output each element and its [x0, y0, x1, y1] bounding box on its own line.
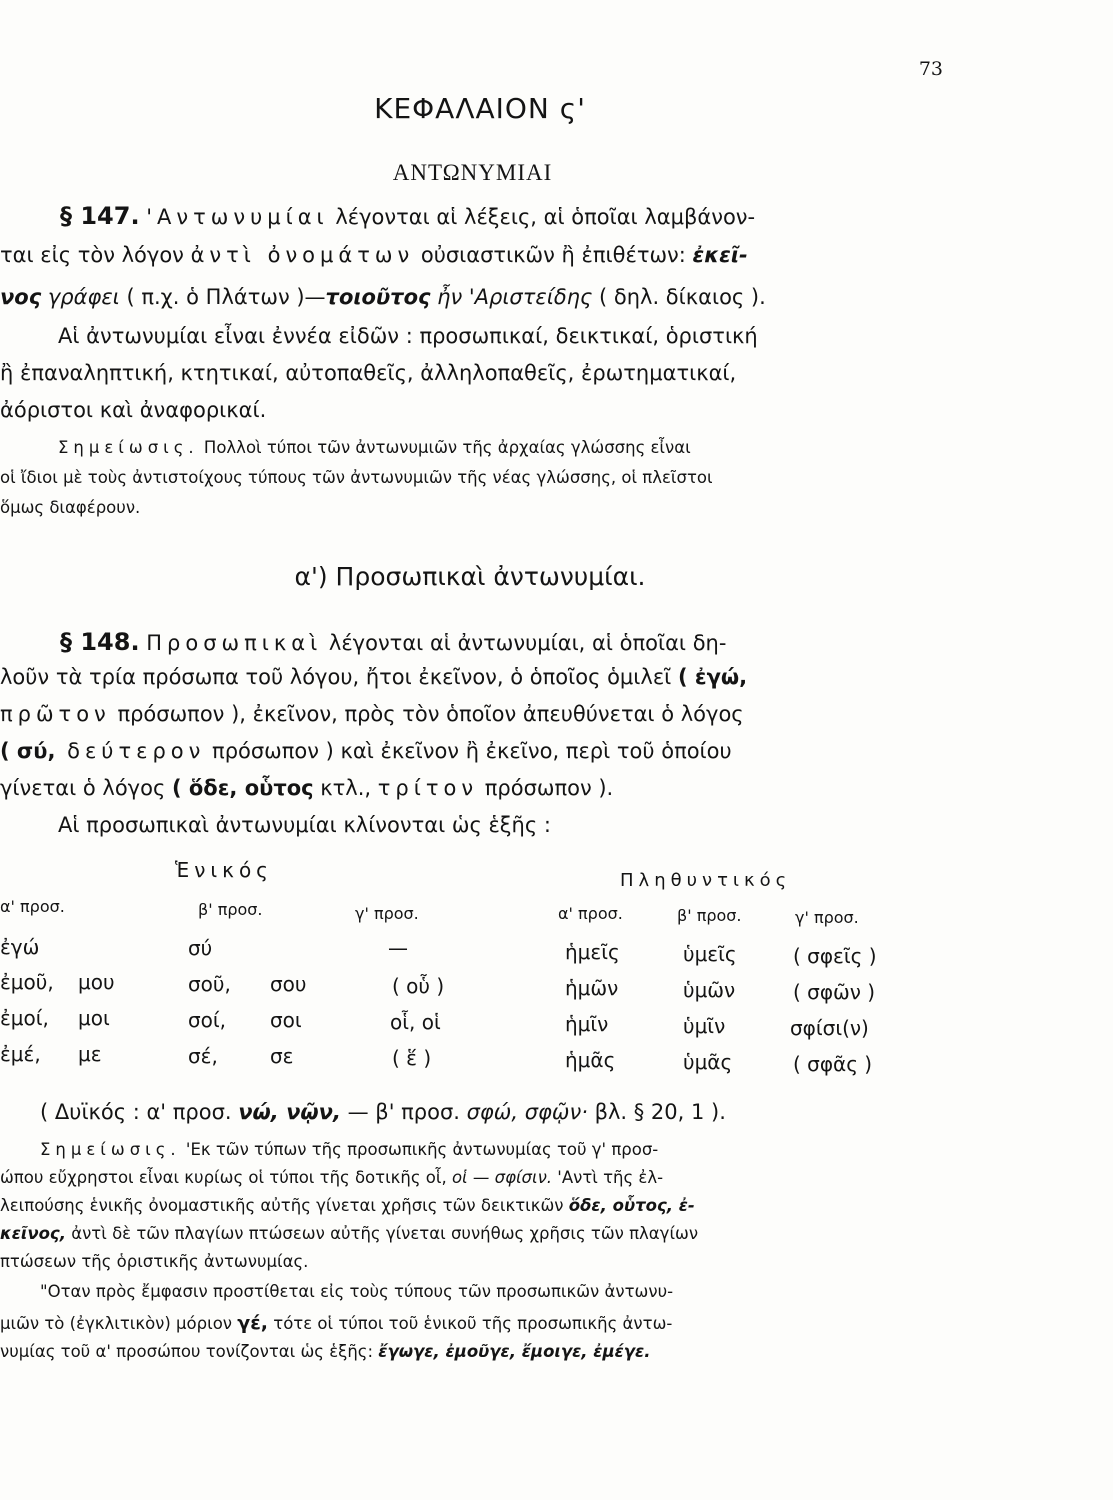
text: νυμίας τοῦ α' προσώπου τονίζονται ὡς ἑξῆς:	[0, 1342, 379, 1361]
s147-note-line-2: οἱ ἴδιοι μὲ τοὺς ἀντιστοίχους τύπους τῶν ἀντωνυμιῶν τῆς νέας γλώσσης, οἱ πλεῖστοι	[0, 468, 713, 487]
bold-example: ( ὅδε, οὗτος	[171, 776, 314, 800]
bold-example: ( σύ,	[0, 739, 56, 763]
section-number-147: § 147.	[60, 202, 140, 230]
bold-example: νος	[0, 285, 42, 309]
text: βλ. § 20, 1 ).	[587, 1100, 726, 1124]
s147-line-5: ἢ ἐπαναληπτική, κτητικαί, αὐτοπαθεῖς, ἀλληλοπαθεῖς, ἐρωτηματικαί,	[0, 361, 737, 385]
cell: μου	[78, 970, 115, 994]
cell: σέ,	[188, 1044, 218, 1068]
text: ἀντὶ δὲ τῶν πλαγίων πτώσεων αὐτῆς γίνεται συνήθως χρῆσις τῶν πλαγίων	[65, 1224, 699, 1243]
italic-form: οἱ — σφίσιν.	[451, 1168, 553, 1187]
note2-line-3	[0, 1196, 695, 1215]
cell: σε	[270, 1044, 294, 1068]
note-label: Σημείωσις.	[40, 1140, 181, 1159]
italic-form: ὅδε, οὗτος, ἐ-	[568, 1196, 695, 1215]
text: λέγονται αἱ ἀντωνυμίαι, αἱ ὁποῖαι δη-	[322, 631, 727, 655]
spaced-term: ἀντὶ ὀνομάτων	[190, 243, 415, 267]
subtitle: ΑΝΤΩΝΥΜΙΑΙ	[392, 160, 553, 185]
cell: ( ἕ )	[392, 1046, 432, 1070]
cell: ἡμῖν	[565, 1012, 609, 1036]
cell: ἐγώ	[0, 935, 40, 959]
note2-line-5: πτώσεων τῆς ὁριστικῆς ἀντωνυμίας.	[0, 1252, 309, 1271]
text: ( π.χ. ὁ Πλάτων )—	[119, 285, 326, 309]
italic-form: κεῖνος,	[0, 1224, 66, 1243]
s147-note-line-3: ὅμως διαφέρουν.	[0, 498, 141, 517]
section-number-148: § 148.	[60, 628, 140, 656]
text: πρόσωπον ), ἐκεῖνον, πρὸς τὸν ὁποῖον ἀπευθύνεται ὁ λόγος	[110, 702, 744, 726]
page-number: 73	[918, 58, 943, 80]
text: κτλ.,	[313, 776, 378, 800]
cell: ἐμέ,	[0, 1042, 41, 1066]
cell: ( σφᾶς )	[793, 1052, 873, 1076]
text: ται εἰς τὸν λόγον	[0, 243, 191, 267]
s148-line-2	[0, 665, 747, 689]
cell: ὑμεῖς	[683, 942, 737, 966]
s147-note-line-1	[58, 438, 691, 457]
text: πρόσωπον ) καὶ ἐκεῖνον ἢ ἐκεῖνο, περὶ τοῦ ὁποίου	[205, 739, 732, 763]
bold-example: ( ἐγώ,	[677, 665, 748, 689]
text: λέγονται αἱ λέξεις, αἱ ὁποῖαι λαμβάνον-	[328, 205, 756, 229]
text: 'Εκ τῶν τύπων τῆς προσωπικῆς ἀντωνυμίας τοῦ γ' προσ-	[180, 1140, 659, 1159]
note2-line-7	[0, 1312, 672, 1334]
dual-line	[40, 1100, 726, 1124]
cell: ὑμῶν	[683, 978, 736, 1002]
text: μιῶν τὸ (ἐγκλιτικὸν) μόριον	[0, 1314, 238, 1333]
col-header-b-sg: β' προσ.	[198, 900, 263, 919]
cell: ὑμᾶς	[683, 1050, 733, 1074]
section-heading: α') Προσωπικαὶ ἀντωνυμίαι.	[294, 562, 646, 591]
italic-text: γράφει	[41, 285, 120, 309]
cell: ἐμοί,	[0, 1006, 49, 1030]
note2-line-4	[0, 1224, 698, 1243]
cell: ἡμεῖς	[565, 940, 620, 964]
chapter-title: ΚΕΦΑΛΑΙΟΝ ς'	[374, 92, 586, 125]
cell: οἷ, οἱ	[390, 1010, 441, 1034]
s148-line-1	[60, 628, 726, 656]
term-antonymiai: 'Αντωνυμίαι	[146, 205, 329, 229]
cell: ὑμῖν	[683, 1014, 726, 1038]
s148-line-4	[0, 739, 732, 763]
s147-line-1	[60, 202, 755, 230]
cell: σύ	[188, 936, 213, 960]
italic-form: σφώ, σφῷν·	[466, 1100, 588, 1124]
text: γίνεται ὁ λόγος	[0, 776, 172, 800]
spaced-term: πρῶτον	[0, 702, 111, 726]
note2-line-2	[0, 1168, 663, 1187]
s147-line-4: Αἱ ἀντωνυμίαι εἶναι ἐννέα εἰδῶν : προσωπικαί, δεικτικαί, ὁριστική	[58, 324, 758, 348]
plural-header: Πληθυντικός	[620, 870, 792, 891]
text: πρόσωπον ).	[478, 776, 614, 800]
cell: ἡμᾶς	[565, 1048, 616, 1072]
cell: ἡμῶν	[565, 976, 619, 1000]
cell: με	[78, 1042, 102, 1066]
note2-line-1	[40, 1140, 658, 1159]
cell: σφίσι(ν)	[790, 1016, 869, 1040]
note2-line-8	[0, 1342, 650, 1361]
col-header-c-pl: γ' προσ.	[795, 908, 859, 927]
cell: ἐμοῦ,	[0, 970, 54, 994]
spaced-term: τρίτον	[377, 776, 479, 800]
s147-line-6: ἀόριστοι καὶ ἀναφορικαί.	[0, 398, 267, 422]
cell: σου	[270, 972, 307, 996]
cell: —	[388, 936, 408, 960]
text: 'Αντὶ τῆς ἐλ-	[552, 1168, 664, 1187]
spaced-term: δεύτερον	[55, 739, 206, 763]
text: ώπου εὔχρηστοι εἶναι κυρίως οἱ τύποι τῆς δοτικῆς οἷ,	[0, 1168, 452, 1187]
s148-line-3	[0, 702, 744, 726]
text: ( Δυϊκός : α' προσ.	[40, 1100, 239, 1124]
cell: σοῦ,	[188, 972, 231, 996]
col-header-a-pl: α' προσ.	[558, 904, 623, 923]
singular-header: Ἑνικός	[175, 858, 273, 882]
note-label: Σημείωσις.	[58, 438, 199, 457]
bold-example: γέ,	[237, 1312, 269, 1334]
text: τότε οἱ τύποι τοῦ ἑνικοῦ τῆς προσωπικῆς ἀντω-	[268, 1314, 673, 1333]
term-prosopikai: Προσωπικαὶ	[146, 631, 323, 655]
cell: σοι	[270, 1008, 302, 1032]
col-header-b-pl: β' προσ.	[677, 906, 742, 925]
text: Πολλοὶ τύποι τῶν ἀντωνυμιῶν τῆς ἀρχαίας γλώσσης εἶναι	[198, 438, 691, 457]
text: οὐσιαστικῶν ἢ ἐπιθέτων:	[414, 243, 693, 267]
cell: σοί,	[188, 1008, 227, 1032]
text: λειπούσης ἑνικῆς ὀνομαστικῆς αὐτῆς γίνεται χρῆσις τῶν δεικτικῶν	[0, 1196, 569, 1215]
text: λοῦν τὰ τρία πρόσωπα τοῦ λόγου, ἤτοι ἐκεῖνον, ὁ ὁποῖος ὁμιλεῖ	[0, 665, 678, 689]
note2-line-6: "Οταν πρὸς ἔμφασιν προστίθεται εἰς τοὺς τύπους τῶν προσωπικῶν ἀντωνυ-	[40, 1282, 674, 1301]
bold-example: ἐκεῖ-	[692, 243, 748, 267]
cell: μοι	[78, 1006, 110, 1030]
italic-form: νώ, νῷν,	[238, 1100, 341, 1124]
cell: ( σφεῖς )	[793, 944, 877, 968]
s147-line-3	[0, 285, 766, 309]
bold-example: τοιοῦτος	[325, 285, 431, 309]
italic-form: ἔγωγε, ἐμοῦγε, ἔμοιγε, ἐμέγε.	[378, 1342, 651, 1361]
cell: ( οὗ )	[392, 974, 445, 998]
italic-text: ἦν 'Αριστείδης	[430, 285, 593, 309]
s147-line-2	[0, 243, 748, 267]
text: — β' προσ.	[340, 1100, 467, 1124]
text: ( δηλ. δίκαιος ).	[592, 285, 766, 309]
s148-line-5	[0, 776, 613, 800]
cell: ( σφῶν )	[793, 980, 876, 1004]
s148-line-6: Αἱ προσωπικαὶ ἀντωνυμίαι κλίνονται ὡς ἑξῆς :	[58, 813, 551, 837]
col-header-c-sg: γ' προσ.	[355, 904, 419, 923]
col-header-a-sg: α' προσ.	[0, 897, 65, 916]
